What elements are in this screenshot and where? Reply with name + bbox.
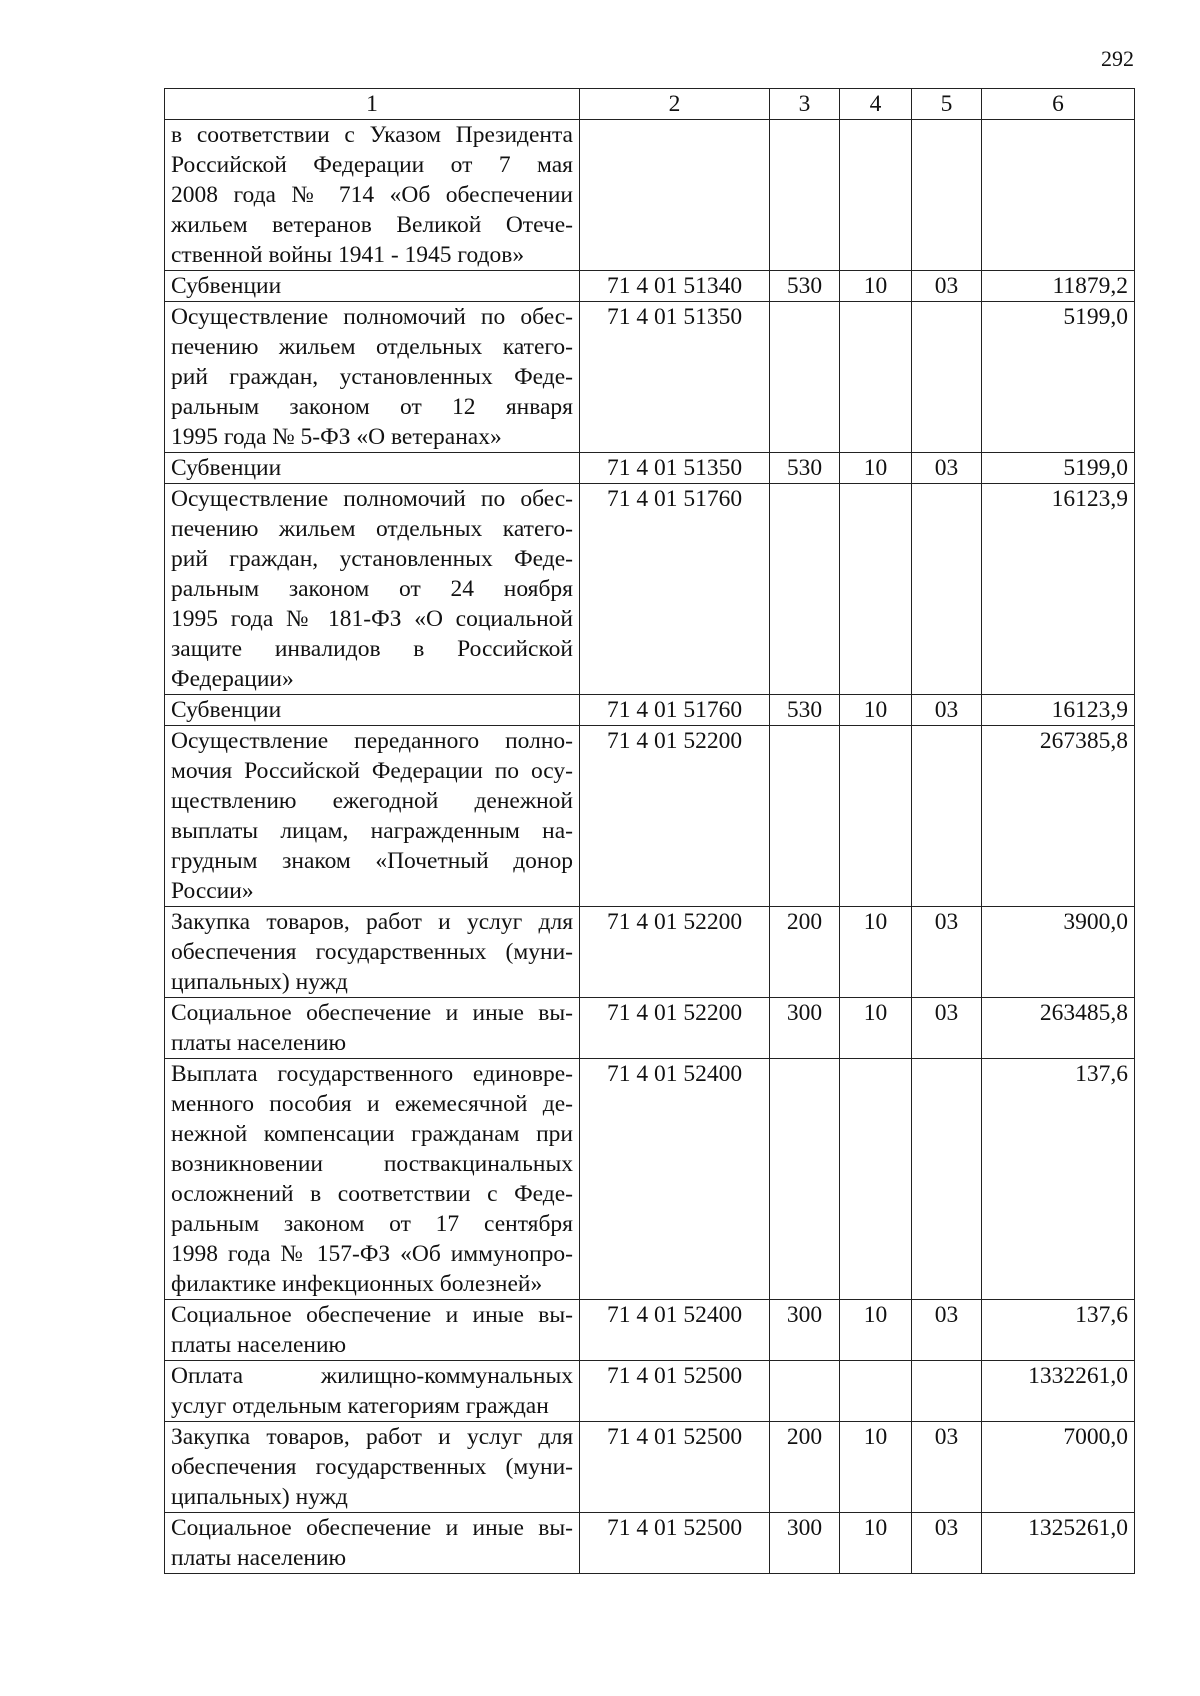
row-col5: 03 <box>912 453 982 484</box>
description-line: 2008 года № 714 «Об обеспечении <box>171 182 573 208</box>
table-row <box>165 1361 1135 1422</box>
description-line: менного пособия и ежемесячной де- <box>171 1091 573 1117</box>
row-col4 <box>840 302 912 453</box>
row-col5: 03 <box>912 1513 982 1574</box>
row-col3: 300 <box>770 1300 840 1361</box>
row-col5: 03 <box>912 907 982 998</box>
table-row <box>165 726 1135 907</box>
row-amount: 267385,8 <box>982 726 1135 907</box>
table-row <box>165 1422 1135 1513</box>
row-description <box>165 120 580 271</box>
column-header: 4 <box>840 89 912 120</box>
description-line: Социальное обеспечение и иные вы- <box>171 1302 573 1328</box>
description-line: печению жильем отдельных катего- <box>171 334 573 360</box>
description-line: ципальных) нужд <box>171 969 348 995</box>
row-amount: 16123,9 <box>982 695 1135 726</box>
description-line: ществлению ежегодной денежной <box>171 788 573 814</box>
description-line: Субвенции <box>171 455 282 481</box>
row-col4 <box>840 1361 912 1422</box>
budget-table <box>164 88 1135 1574</box>
description-line: платы населению <box>171 1332 347 1358</box>
description-line: Осуществление полномочий по обес- <box>171 304 573 330</box>
row-code: 71 4 01 52500 <box>580 1513 770 1574</box>
description-line: ральным законом от 17 сентября <box>171 1211 573 1237</box>
column-header: 6 <box>982 89 1135 120</box>
row-col3: 530 <box>770 695 840 726</box>
row-col3: 300 <box>770 998 840 1059</box>
description-line: 1998 года № 157-ФЗ «Об иммунопро- <box>171 1241 573 1267</box>
table-row <box>165 695 1135 726</box>
row-col4: 10 <box>840 1300 912 1361</box>
table-row <box>165 453 1135 484</box>
description-line: ральным законом от 12 января <box>171 394 573 420</box>
description-line: мочия Российской Федерации по осу- <box>171 758 573 784</box>
row-description <box>165 1513 580 1574</box>
row-amount: 5199,0 <box>982 302 1135 453</box>
table-row <box>165 120 1135 271</box>
row-col4: 10 <box>840 453 912 484</box>
table-row <box>165 998 1135 1059</box>
row-col4 <box>840 726 912 907</box>
row-amount: 3900,0 <box>982 907 1135 998</box>
table-row <box>165 302 1135 453</box>
row-code: 71 4 01 51760 <box>580 695 770 726</box>
row-col5 <box>912 484 982 695</box>
row-code: 71 4 01 51350 <box>580 453 770 484</box>
row-description <box>165 484 580 695</box>
table-row <box>165 271 1135 302</box>
row-col4: 10 <box>840 1422 912 1513</box>
description-line: ственной войны 1941 - 1945 годов» <box>171 242 525 268</box>
row-code: 71 4 01 51340 <box>580 271 770 302</box>
row-description <box>165 1300 580 1361</box>
row-amount: 11879,2 <box>982 271 1135 302</box>
row-amount: 137,6 <box>982 1300 1135 1361</box>
description-line: Российской Федерации от 7 мая <box>171 152 573 178</box>
description-line: обеспечения государственных (муни- <box>171 1454 573 1480</box>
row-code: 71 4 01 52200 <box>580 726 770 907</box>
row-code: 71 4 01 52500 <box>580 1422 770 1513</box>
description-line: Субвенции <box>171 697 282 723</box>
description-line: Закупка товаров, работ и услуг для <box>171 909 573 935</box>
row-amount <box>982 120 1135 271</box>
row-description <box>165 1361 580 1422</box>
column-header: 1 <box>165 89 580 120</box>
description-line: услуг отдельным категориям граждан <box>171 1393 549 1419</box>
row-col3: 530 <box>770 453 840 484</box>
description-line: филактике инфекционных болезней» <box>171 1271 543 1297</box>
description-line: Осуществление переданного полно- <box>171 728 573 754</box>
description-line: жильем ветеранов Великой Отече- <box>171 212 573 238</box>
row-col4: 10 <box>840 907 912 998</box>
row-col5 <box>912 302 982 453</box>
description-line: 1995 года № 181-ФЗ «О социальной <box>171 606 573 632</box>
description-line: Социальное обеспечение и иные вы- <box>171 1515 573 1541</box>
description-line: рий граждан, установленных Феде- <box>171 546 573 572</box>
row-col5: 03 <box>912 1300 982 1361</box>
row-col3: 300 <box>770 1513 840 1574</box>
row-col5 <box>912 726 982 907</box>
row-col5: 03 <box>912 695 982 726</box>
row-code: 71 4 01 52400 <box>580 1059 770 1300</box>
row-code: 71 4 01 52200 <box>580 998 770 1059</box>
description-line: защите инвалидов в Российской <box>171 636 573 662</box>
column-header: 2 <box>580 89 770 120</box>
row-code: 71 4 01 51350 <box>580 302 770 453</box>
row-description <box>165 453 580 484</box>
description-line: Оплата жилищно-коммунальных <box>171 1363 573 1389</box>
description-line: нежной компенсации гражданам при <box>171 1121 573 1147</box>
row-amount: 137,6 <box>982 1059 1135 1300</box>
column-header: 5 <box>912 89 982 120</box>
description-line: осложнений в соответствии с Феде- <box>171 1181 573 1207</box>
row-col5 <box>912 120 982 271</box>
description-line: Осуществление полномочий по обес- <box>171 486 573 512</box>
row-col3: 530 <box>770 271 840 302</box>
table-row <box>165 1059 1135 1300</box>
row-code <box>580 120 770 271</box>
row-col5 <box>912 1059 982 1300</box>
row-col3: 200 <box>770 1422 840 1513</box>
row-description <box>165 695 580 726</box>
row-col3 <box>770 726 840 907</box>
table-row <box>165 1300 1135 1361</box>
row-code: 71 4 01 51760 <box>580 484 770 695</box>
row-col4: 10 <box>840 998 912 1059</box>
description-line: обеспечения государственных (муни- <box>171 939 573 965</box>
description-line: рий граждан, установленных Феде- <box>171 364 573 390</box>
description-line: платы населению <box>171 1545 347 1571</box>
row-col3 <box>770 120 840 271</box>
row-code: 71 4 01 52500 <box>580 1361 770 1422</box>
row-description <box>165 1422 580 1513</box>
row-col5 <box>912 1361 982 1422</box>
description-line: России» <box>171 878 254 904</box>
row-code: 71 4 01 52200 <box>580 907 770 998</box>
row-code: 71 4 01 52400 <box>580 1300 770 1361</box>
row-col3 <box>770 1059 840 1300</box>
description-line: ципальных) нужд <box>171 1484 348 1510</box>
row-amount: 16123,9 <box>982 484 1135 695</box>
description-line: ральным законом от 24 ноября <box>171 576 573 602</box>
description-line: в соответствии с Указом Президента <box>171 122 573 148</box>
table-row <box>165 907 1135 998</box>
row-description <box>165 271 580 302</box>
row-col4: 10 <box>840 695 912 726</box>
row-col4 <box>840 120 912 271</box>
row-amount: 263485,8 <box>982 998 1135 1059</box>
table-body <box>165 120 1135 1574</box>
row-description <box>165 907 580 998</box>
description-line: выплаты лицам, награжденным на- <box>171 818 573 844</box>
table-header-row <box>165 89 1135 120</box>
description-line: грудным знаком «Почетный донор <box>171 848 573 874</box>
row-col4 <box>840 484 912 695</box>
row-col4: 10 <box>840 271 912 302</box>
row-col5: 03 <box>912 998 982 1059</box>
row-col5: 03 <box>912 271 982 302</box>
row-col3: 200 <box>770 907 840 998</box>
description-line: возникновении поствакцинальных <box>171 1151 573 1177</box>
row-amount: 1325261,0 <box>982 1513 1135 1574</box>
table-row <box>165 1513 1135 1574</box>
row-col4: 10 <box>840 1513 912 1574</box>
row-col3 <box>770 302 840 453</box>
row-amount: 1332261,0 <box>982 1361 1135 1422</box>
column-header: 3 <box>770 89 840 120</box>
row-col4 <box>840 1059 912 1300</box>
description-line: 1995 года № 5-ФЗ «О ветеранах» <box>171 424 502 450</box>
description-line: Выплата государственного единовре- <box>171 1061 573 1087</box>
row-amount: 7000,0 <box>982 1422 1135 1513</box>
description-line: Социальное обеспечение и иные вы- <box>171 1000 573 1026</box>
row-description <box>165 302 580 453</box>
row-description <box>165 726 580 907</box>
description-line: печению жильем отдельных катего- <box>171 516 573 542</box>
table-row <box>165 484 1135 695</box>
row-amount: 5199,0 <box>982 453 1135 484</box>
description-line: Федерации» <box>171 666 294 692</box>
description-line: Закупка товаров, работ и услуг для <box>171 1424 573 1450</box>
row-col5: 03 <box>912 1422 982 1513</box>
row-col3 <box>770 484 840 695</box>
row-description <box>165 1059 580 1300</box>
row-col3 <box>770 1361 840 1422</box>
page-number: 292 <box>1101 46 1134 71</box>
description-line: платы населению <box>171 1030 347 1056</box>
description-line: Субвенции <box>171 273 282 299</box>
row-description <box>165 998 580 1059</box>
